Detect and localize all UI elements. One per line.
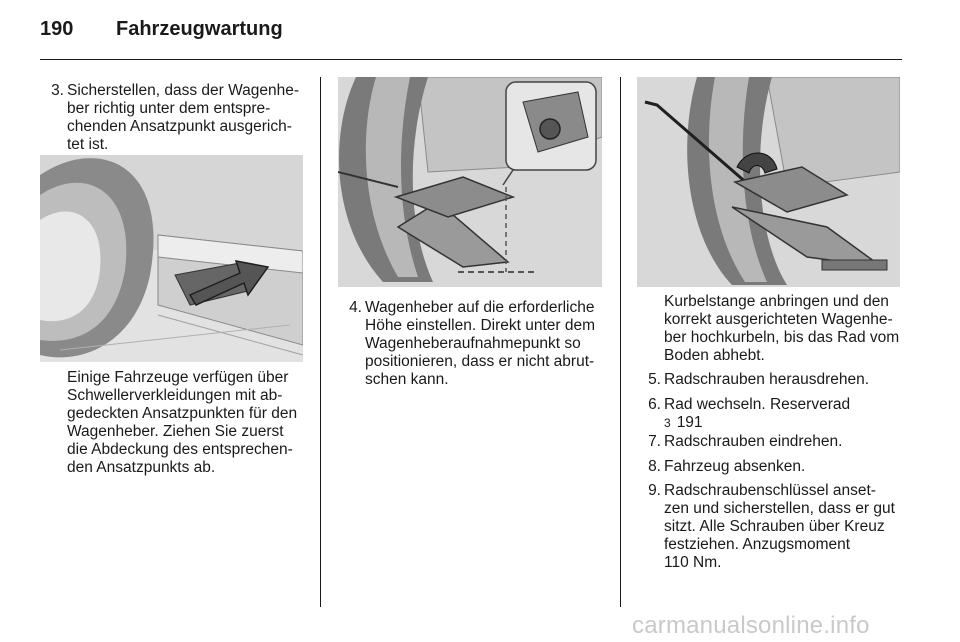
step-text-line: Radschrauben eindrehen.: [664, 433, 843, 450]
step-text: [365, 299, 595, 389]
step-text: [664, 396, 850, 432]
intro-crank: [664, 293, 904, 367]
step-text-line: Wagenheberaufnahmepunkt so: [365, 335, 581, 352]
step-text-line: 110 Nm.: [664, 554, 722, 571]
step-3: [40, 82, 310, 154]
step-text-line: ber richtig unter dem entspre-: [67, 100, 271, 117]
step-number: 3.: [51, 82, 64, 99]
column-divider-1: [320, 77, 321, 607]
step-text-line: tet ist.: [67, 136, 109, 153]
intro-line: ber hochkurbeln, bis das Rad vom: [664, 329, 900, 346]
step-9: [637, 482, 903, 574]
page-reference-icon: 3: [664, 416, 671, 430]
step-7: [637, 433, 903, 451]
figure-jack-position: [338, 77, 602, 287]
note-line: den Ansatzpunkts ab.: [67, 459, 216, 476]
page-number: 190: [40, 18, 74, 40]
intro-line: Kurbelstange anbringen und den: [664, 293, 889, 310]
step-text-line: Radschraubenschlüssel anset-: [664, 482, 876, 499]
step-text-line: Rad wechseln. Reserverad: [664, 396, 851, 413]
step-8: [637, 458, 903, 476]
step-text-line: chenden Ansatzpunkt ausgerich-: [67, 118, 292, 135]
step-text-line: schen kann.: [365, 371, 449, 388]
page-title: Fahrzeugwartung: [116, 18, 283, 40]
intro-line: korrekt ausgerichteten Wagenhe-: [664, 311, 893, 328]
step-text-line: Radschrauben herausdrehen.: [664, 371, 870, 388]
step-text: [664, 482, 895, 572]
step-text-line: Wagenheber auf die erforderliche: [365, 299, 595, 316]
cross-reference-page: 191: [676, 414, 703, 431]
cross-reference[interactable]: [664, 414, 850, 432]
step-text-line: sitzt. Alle Schrauben über Kreuz: [664, 518, 885, 535]
step-text: [664, 458, 805, 476]
step-number: 4.: [349, 299, 362, 316]
note-line: Wagenheber. Ziehen Sie zuerst: [67, 423, 284, 440]
step-number: 6.: [648, 396, 661, 413]
step-text-line: Höhe einstellen. Direkt unter dem: [365, 317, 596, 334]
figure-sill-cover: [40, 155, 303, 362]
step-text: [664, 433, 842, 451]
step-text: [664, 371, 869, 389]
step-number: 7.: [648, 433, 661, 450]
note-line: gedeckten Ansatzpunkten für den: [67, 405, 298, 422]
watermark: carmanualsonline.info: [632, 612, 870, 639]
step-text: [67, 82, 299, 154]
step-text-line: Sicherstellen, dass der Wagenhe-: [67, 82, 300, 99]
step-text-line: Fahrzeug absenken.: [664, 458, 806, 475]
step-number: 9.: [648, 482, 661, 499]
step-4: [338, 299, 610, 391]
step-5: [637, 371, 903, 389]
note-line: Einige Fahrzeuge verfügen über: [67, 369, 289, 386]
step-6: [637, 396, 903, 432]
header-rule: [40, 59, 902, 60]
note-line: Schwellerverkleidungen mit ab-: [67, 387, 283, 404]
step-text-line: positionieren, dass er nicht abrut-: [365, 353, 595, 370]
step-text-line: festziehen. Anzugsmoment: [664, 536, 851, 553]
step-number: 8.: [648, 458, 661, 475]
note-line: die Abdeckung des entsprechen-: [67, 441, 293, 458]
page-header: [40, 18, 283, 48]
note-sill-cover: [67, 369, 312, 479]
intro-line: Boden abhebt.: [664, 347, 765, 364]
column-divider-2: [620, 77, 621, 607]
figure-jack-crank: [637, 77, 900, 287]
step-number: 5.: [648, 371, 661, 388]
step-text-line: zen und sicherstellen, dass er gut: [664, 500, 895, 517]
